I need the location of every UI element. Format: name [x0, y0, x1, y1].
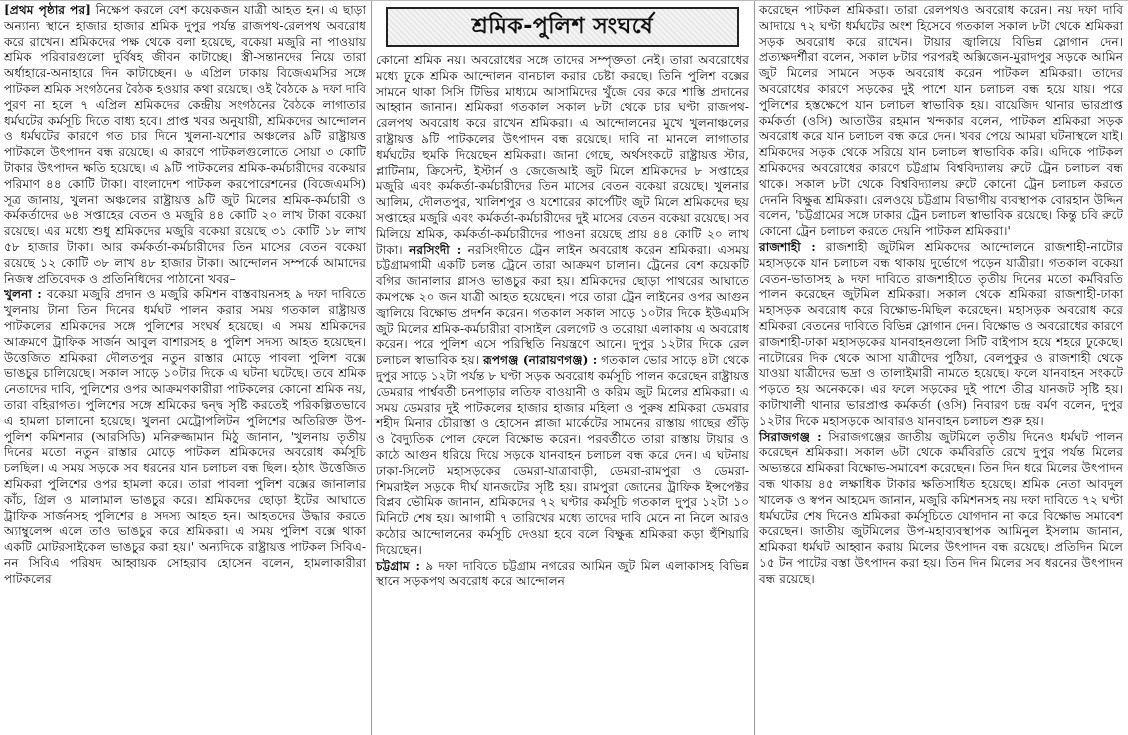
column-middle — [371, 1, 754, 735]
article-paragraph — [4, 3, 366, 287]
article-text: রাজশাহী জুটমিল শ্রমিকদের আন্দোলনে রাজশাহী-নাটোর মহাসড়কে যান চলাচল বন্ধ থাকায় দুর্ভোগে পড়েন যাত্রীরা। গতকাল বকেয়া বেতন-ভাতাসহ ৯ দফা দাবিতে রাজশাহীতে তৃতীয় দিনের মতো কর্মবিরতি পালন করেছেন জুটমিল শ্রমিকরা। সকাল থেকে শ্রমিকরা রাজশাহী-ঢাকা মহাসড়ক অবরোধ করে বিক্ষোভ-মিছিল করেছেন। মহাসড়ক অবরোধ করে শ্রমিকরা বেতনের দাবিতে বিভিন্ন স্লোগান দেন। বিক্ষোভ ও অবরোধের কারণে রাজশাহী-ঢাকা মহাসড়কের যানবাহনগুলো সিটি বাইপাস হয়ে শহরে ঢুকেছে। নাটোরের দিক থেকে আসা যাত্রীদের পুঠিয়া, বেলপুকুর ও রাজশাহী থেকে যাওয়া যাত্রীদের ভদ্রা ও তালাইমারী নামতে হয়েছে। ফলে যানবাহন সংকটে পড়তে হয় অনেককে। এর ফলে সড়কের দুই পাশে তীব্র যানজট সৃষ্টি হয়। কাটাখালী থানার ভারপ্রাপ্ত কর্মকর্তা (ওসি) নিবারণ চন্দ্র বর্মণ বলেন, দুপুর ১২টার দিকে মহাসড়কে আবারও যানবাহন চলাচল শুরু হয়। — [759, 239, 1123, 428]
dateline-chattogram: চট্টগ্রাম : — [376, 558, 420, 573]
headline: শ্রমিক-পুলিশ সংঘর্ষে — [471, 14, 654, 39]
article-paragraph — [4, 287, 366, 587]
article-text: নিক্ষেপ করলে বেশ কয়েকজন যাত্রী আহত হন। এ ছাড়া অন্যান্য স্থানে হাজার হাজার শ্রমিক দুপুর পর্যন্ত রাজপথ-রেলপথ অবরোধ করে রাখেন। শ্রমিকদের পক্ষ থেকে বলা হয়েছে, বকেয়া মজুরি না পাওয়ায় শ্রমিক পরিবারগুলো দুর্বিষহ জীবন কাটাচ্ছে। স্ত্রী-সন্তানদের নিয়ে তারা অর্ধাহারে-অনাহারে দিন কাটাচ্ছেন। ৬ এপ্রিল ঢাকায় বিজেএমসির সঙ্গে পাটকল শ্রমিক সংগঠনের বৈঠক হওয়ার কথা রয়েছে। ওই বৈঠকে ৯ দফা দাবি পুরণ না হলে ৭ এপ্রিল শ্রমিকদের কেন্দ্রীয় সংগঠনের বৈঠকে লাগাতার ধর্মঘটের কর্মসূচি দিতে বাধ্য হবে। প্রাপ্ত খবর অনুযায়ী, শ্রমিকদের আন্দোলন ও ধর্মঘটের কারণে গত চার দিনে খুলনা-যশোর অঞ্চলের ৯টি রাষ্ট্রায়ত্ত পাটকলে উৎপাদন বন্ধ রয়েছে। এ কারণে পাটকলগুলোতে সোয়া ৩ কোটি টাকার উৎপাদন ক্ষতি হয়েছে। এ ৯টি পাটকলের শ্রমিক-কর্মচারীদের বকেয়ার পরিমাণ ৪৪ কোটি টাকা। বাংলাদেশ পাটকল করপোরেশনের (বিজেএমসি) সূত্র জানায়, খুলনা অঞ্চলের রাষ্ট্রায়ত্ত ৯টি জুট মিলের শ্রমিক-কর্মচারী ও কর্মকর্তাদের ৬৪ সপ্তাহের বেতন ও মজুরি ৪৪ কোটি ২০ লাখ টাকা বকেয়া রয়েছে। এর মধ্যে শুধু শ্রমিকদের মজুরি বকেয়া রয়েছে ৩১ কোটি ১৮ লাখ ৫৮ হাজার টাকা। আর কর্মকর্তা-কর্মচারীদের তিন মাসের বেতন বকেয়া রয়েছে ১২ কোটি ৩৮ লাখ ৪৮ হাজার টাকা। আন্দোলন সম্পর্কে আমাদের নিজস্ব প্রতিবেদক ও প্রতিনিধিদের পাঠানো খবর– — [4, 3, 366, 286]
dateline-sirajganj: সিরাজগঞ্জ : — [759, 429, 822, 444]
article-text: নরসিংদীতে ট্রেন লাইন অবরোধ করেন শ্রমিকরা। এসময় চট্টগ্রামগামী একটি চলন্ত ট্রেনে তারা আক্রমণ চালান। ট্রেনের বেশ কয়েকটি বগির জানালার গ্লাসও ভাঙচুর করা হয়। শ্রমিকদের ছোড়া পাথরের আঘাতে কমপক্ষে ২০ জন যাত্রী আহত হয়েছেন। পরে তারা ট্রেন লাইনের ওপর আগুন জ্বালিয়ে বিক্ষোভ প্রদর্শন করেন। গতকাল সকাল সাড়ে ১০টার দিকে ইউএমসি জুট মিলের শ্রমিক-কর্মচারীরা বাসাইল রেলগেট ও তরোয়া এলাকায় এ অবরোধ করেন। পরে পুলিশ এসে পরিস্থিতি নিয়ন্ত্রণে আনে। দুপুর ১২টার দিকে রেল চলাচল স্বাভাবিক হয়। — [376, 242, 749, 368]
dateline-rupganj: রূপগঞ্জ (নারায়ণগঞ্জ) : — [483, 353, 598, 368]
article-paragraph — [759, 240, 1123, 430]
dateline-khulna: খুলনা : — [4, 287, 42, 302]
column-right — [754, 1, 1128, 735]
article-paragraph — [376, 559, 749, 591]
column-left — [0, 1, 371, 735]
article-text: কোনো শ্রমিক নয়। অবরোধের সঙ্গে তাদের সম্পৃক্ততা নেই। তারা অবরোধের মধ্যে ঢুকে শ্রমিক আন্দোলন বানচাল করার চেষ্টা করছে। তিনি পুলিশ বক্সের সামনে থাকা সিসি টিভির মাধ্যমে আসামিদের খুঁজে বের করে শাস্তি প্রদানের আহ্বান জানান। শ্রমিকরা গতকাল সকাল ৮টা থেকে চার ঘণ্টা রাজপথ-রেলপথ অবরোধ করে রাখেন শ্রমিকরা। এ আন্দোলনের মুখে খুলনাঞ্চলের রাষ্ট্রায়ত্ত ৯টি পাটকলের উৎপাদন বন্ধ রয়েছে। দাবি না মানলে লাগাতার ধর্মঘটের হুমকি দিয়েছেন শ্রমিকরা। জানা গেছে, অর্থসংকটে রাষ্ট্রায়ত্ত স্টার, প্লাটিনাম, ক্রিসেন্ট, ইস্টার্ন ও জেজেআই জুট মিলে শ্রমিকদের ৮ সপ্তাহের মজুরি এবং কর্মকর্তা-কর্মচারীদের তিন মাসের বেতন বকেয়া রয়েছে। খুলনার আলিম, দৌলতপুর, খালিশপুর ও যশোরের কার্পেটিং জুট মিলে শ্রমিকদের ছয় সপ্তাহের মজুরি এবং কর্মকর্তা-কর্মচারীদের দুই মাসের বেতন বকেয়া রয়েছে। সব মিলিয়ে শ্রমিক, কর্মকর্তা-কর্মচারীদের পাওনা রয়েছে প্রায় ৪৪ কোটি ২০ লাখ টাকা। — [376, 53, 749, 257]
article-text: ৯ দফা দাবিতে চট্টগ্রাম নগরের আমিন জুট মিল এলাকাসহ বিভিন্ন স্থানে সড়কপথ অবরোধ করে আন্দোলন — [376, 558, 750, 589]
headline-box — [386, 7, 739, 47]
article-paragraph — [759, 430, 1123, 588]
article-text: সিরাজগঞ্জের জাতীয় জুটমিলে তৃতীয় দিনেও ধর্মঘট পালন করেছেন শ্রমিকরা। সকাল ৬টা থেকে কর্মবিরতি রেখে দুপুর পর্যন্ত মিলের অভ্যন্তরে শ্রমিকরা বিক্ষোভ-সমাবেশ করেছেন। তিন দিন ধরে মিলের উৎপাদন বন্ধ থাকায় ৪৫ লক্ষাধিক টাকার ক্ষতিসাধিত হয়েছে। শ্রমিক নেতা আবদুল খালেক ও স্বপন আহমেদ জানান, মজুরি কমিশনসহ নয় দফা দাবিতে ৭২ ঘণ্টা ধর্মঘটের শেষ দিনেও শ্রমিকরা কর্মসূচিতে যোগদান না করে বিক্ষোভ সমাবেশ করেছেন। জাতীয় জুটমিলের উপ-মহাব্যবস্থাপক আমিনুল ইসলাম জানান, শ্রমিকরা ধর্মঘট আহ্বান করায় মিলের উৎপাদন বন্ধ রয়েছে। প্রতিদিন মিলে ১৫ টন পাটের বস্তা উৎপাদন করা হয়। তিন দিন মিলের সব ধরনের উৎপাদন বন্ধ রয়েছে। — [759, 429, 1123, 586]
article-text: গতকাল ভোর সাড়ে ৪টা থেকে দুপুর সাড়ে ১২টা পর্যন্ত ৮ ঘণ্টা সড়ক অবরোধ কর্মসূচি পালন করেছেন রাষ্ট্রায়ত্ত ডেমরার পার্শ্ববর্তী চনপাড়ার লতিফ বাওয়ানী ও করিম জুট মিলের শ্রমিকরা। এ সময় ডেমরার দুই পাটকলের হাজার হাজার মহিলা ও পুরুষ শ্রমিকরা ডেমরার শহীদ মিনার চৌরাস্তা ও হোসেন প্লাজা মার্কেটের সামনের রাস্তায় গাছের গুঁড়ি ও বৈদ্যুতিক পোল ফেলে বিক্ষোভ করেন। পরবর্তীতে তারা রাস্তায় টায়ার ও কাঠে আগুন ধরিয়ে দিয়ে সড়কে যানবাহন চলাচল বন্ধ করে দেন। এ ঘটনায় ঢাকা-সিলেট মহাসড়কের ডেমরা-যাত্রাবাড়ী, ডেমরা-রামপুরা ও ডেমরা-শিমরাইল সড়কে দীর্ঘ যানজটের সৃষ্টি হয়। রামপুরা জোনের ট্রাফিক ইন্সপেক্টর বিপ্লব ভৌমিক জানান, শ্রমিকদের ৭২ ঘণ্টার কর্মসূচি গতকাল দুপুর ১২টা ১০ মিনিটে শেষ হয়। আগামী ৭ তারিখের মধ্যে তাদের দাবি মেনে না নিলে আরও কঠোর আন্দোলনের কর্মসূচি দেওয়া হবে বলে বিক্ষুব্ধ শ্রমিকরা কড়া হুঁশিয়ারি দিয়েছেন। — [376, 353, 750, 557]
article-text: করেছেন পাটকল শ্রমিকরা। তারা রেলপথও অবরোধ করেন। নয় দফা দাবি আদায়ে ৭২ ঘণ্টা ধর্মঘটের অংশ হিসেবে গতকাল সকাল ৮টা থেকে শ্রমিকরা সড়ক অবরোধ করে রাখেন। টায়ার জ্বালিয়ে বিভিন্ন স্লোগান দেন। প্রত্যক্ষদর্শীরা বলেন, সকাল ৮টার পরপরই অক্সিজেন-মুরাদপুর সড়কে আমিন জুট মিলের সামনে সড়ক অবরোধ করেন পাটকল শ্রমিকরা। তাদের অবরোধের কারণে সড়কের দুই পাশে যান চলাচল বন্ধ হয়ে যায়। পরে পুলিশের হস্তক্ষেপে যান চলাচল স্বাভাবিক হয়। বায়েজিদ থানার ভারপ্রাপ্ত কর্মকর্তা (ওসি) আতাউর রহমান খন্দকার বলেন, পাটকল শ্রমিকরা সড়ক অবরোধ করে যান চলাচল বন্ধ করে দেন। খবর পেয়ে আমরা ঘটনাস্থলে যাই। শ্রমিকদের সড়ক থেকে সরিয়ে যান চলাচল স্বাভাবিক করি। এদিকে পাটকল শ্রমিকদের অবরোধের কারণে চট্টগ্রাম বিশ্ববিদ্যালয় রুটে ট্রেন চলাচল বন্ধ থাকে। সকাল ৮টা থেকে বিশ্ববিদ্যালয় রুটে কোনো ট্রেন চলাচল করতে দেননি বিক্ষুব্ধ শ্রমিকরা। রেলওয়ে চট্টগ্রাম বিভাগীয় ব্যবস্থাপক বোরহান উদ্দিন বলেন, 'চট্টগ্রামের সঙ্গে ঢাকার ট্রেন চলাচল স্বাভাবিক রয়েছে। কিন্তু চবি রুটে কোনো ট্রেন চলাচল করতে দেয়নি পাটকল শ্রমিকরা।' — [759, 3, 1123, 239]
dateline-narsingdi: নরসিংদী : — [409, 242, 462, 257]
continuation-tag: [প্রথম পৃষ্ঠার পর] — [4, 3, 91, 17]
article-paragraph — [759, 3, 1123, 240]
article-paragraph — [376, 53, 749, 559]
dateline-rajshahi: রাজশাহী : — [759, 239, 816, 254]
article-text: বকেয়া মজুরি প্রদান ও মজুরি কমিশন বাস্তবায়নসহ ৯ দফা দাবিতে খুলনায় টানা তিন দিনের ধর্মঘট পালন করার সময় গতকাল রাষ্ট্রায়ত্ত পাটকলের শ্রমিকদের সঙ্গে পুলিশের সংঘর্ষ হয়েছে। এ সময় শ্রমিকদের আক্রমণে ট্রাফিক সার্জন আবুল বাশারসহ ৪ পুলিশ সদস্য আহত হয়েছেন। উত্তেজিত শ্রমিকরা দৌলতপুর নতুন রাস্তার মোড়ে পাবলা পুলিশ বক্সে ভাঙচুর চালিয়েছে। সকাল সাড়ে ১০টার দিকে এ ঘটনা ঘটেছে। তবে শ্রমিক নেতাদের দাবি, পুলিশের ওপর আক্রমণকারীরা পাটকলের কোনো শ্রমিক নয়, তারা বহিরাগত। পুলিশের সঙ্গে শ্রমিকের দ্বন্দ্ব সৃষ্টি করতেই পরিকল্পিতভাবে এ হামলা চালানো হয়েছে। খুলনা মেট্রোপলিটন পুলিশের অতিরিক্ত উপ-পুলিশ কমিশনার (আরসিডি) মনিরুজ্জামান মিঠু জানান, 'খুলনায় তৃতীয় দিনের মতো নতুন রাস্তার মোড়ে পাটকল শ্রমিকদের অবরোধ কর্মসূচি চলছিল। এ সময় সড়কে সব ধরনের যান চলাচল বন্ধ ছিল। হঠাৎ উত্তেজিত শ্রমিকরা পুলিশের ওপর হামলা করে। তারা পাবলা পুলিশ বক্সের জানালার কাঁচ, গ্রিল ও মালামাল ভাঙচুর করে। শ্রমিকদের ছোড়া ইটের আঘাতে ট্রাফিক সার্জনসহ পুলিশের ৪ সদস্য আহত হন। আহতদের উদ্ধার করতে অ্যাম্বুলেন্স এলে তাও ভাঙচুর করে শ্রমিকরা। এ সময় পুলিশ বক্সে থাকা একটি মোটরসাইকেল ভাঙচুর করা হয়।' অন্যদিকে রাষ্ট্রায়ত্ত পাটকল সিবিএ-নন সিবিএ পরিষদ আহ্বায়ক সোহরাব হোসেন বলেন, হামলাকারীরা পাটকলের — [4, 287, 367, 586]
